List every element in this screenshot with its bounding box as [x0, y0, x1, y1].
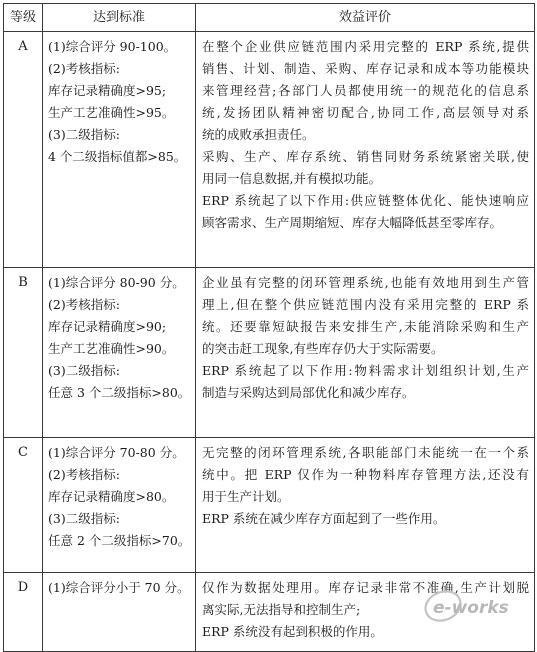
benefit-paragraph — [202, 36, 529, 146]
benefit-line: 理上,但在整个供应链范围内没有采用完整的 ERP 系 — [202, 297, 529, 312]
table-row — [4, 32, 535, 268]
criteria-line: 4 个二级指标值都>85。 — [48, 149, 187, 164]
criteria-line: (2)考核指标: — [48, 467, 120, 482]
watermark-text: e-works — [433, 598, 509, 618]
benefit-line: ERP 系统没有起到积极的作用。 — [202, 624, 383, 639]
criteria-line: 生产工艺准确性>90。 — [48, 341, 175, 356]
criteria-line: (3)二级指标: — [48, 127, 120, 142]
criteria-cell — [43, 268, 196, 438]
criteria-line: (1)综合评分小于 70 分。 — [48, 580, 190, 595]
grade-cell: A — [4, 32, 43, 268]
criteria-line: 生产工艺准确性>95。 — [48, 105, 175, 120]
criteria-line: (1)综合评分 90-100。 — [48, 39, 177, 54]
criteria-line: (1)综合评分 70-80 分。 — [48, 445, 185, 460]
criteria-line: 任意 2 个二级指标>70。 — [48, 533, 191, 548]
benefit-paragraph — [202, 577, 529, 621]
benefit-line: 来管理经营;各部门人员都使用统一的规范化的信息系 — [202, 83, 529, 98]
benefit-paragraph — [202, 621, 529, 643]
table-row — [4, 573, 535, 652]
grade-cell: C — [4, 438, 43, 573]
benefit-line: 用于生产计划。 — [202, 489, 290, 504]
benefit-paragraph — [202, 190, 529, 234]
criteria-line: (3)二级指标: — [48, 363, 120, 378]
table-header-row — [4, 4, 535, 32]
benefit-line: 顾客需求、生产周期缩短、库存大幅降低甚至零库存。 — [202, 215, 503, 230]
criteria-line: (2)考核指标: — [48, 297, 120, 312]
benefit-paragraph — [202, 508, 529, 530]
criteria-cell — [43, 438, 196, 573]
benefit-line: 在整个企业供应链范围内采用完整的 ERP 系统,提供 — [202, 39, 529, 54]
benefit-line: 统中。把 ERP 仅作为一种物料库存管理方法,还没有 — [202, 467, 529, 482]
benefit-line: 采购、生产、库存系统、销售同财务系统紧密关联,使 — [202, 149, 529, 164]
erp-grade-evaluation-table — [3, 3, 535, 652]
benefit-line: 用同一信息数据,并有模拟功能。 — [202, 171, 381, 186]
benefit-line: 企业虽有完整的闭环管理系统,也能有效地用到生产管 — [202, 275, 529, 290]
table-row — [4, 268, 535, 438]
benefit-cell — [196, 268, 535, 438]
criteria-line: 库存记录精确度>90; — [48, 319, 167, 334]
benefit-line: 销售、计划、制造、采购、库存记录和成本等功能模块 — [202, 61, 529, 76]
criteria-line: (1)综合评分 80-90 分。 — [48, 275, 185, 290]
criteria-cell — [43, 573, 196, 652]
criteria-line: 库存记录精确度>95; — [48, 83, 167, 98]
criteria-line: (2)考核指标: — [48, 61, 120, 76]
benefit-line: 制造与采购达到局部优化和减少库存。 — [202, 385, 415, 400]
benefit-line: 统的成败承担责任。 — [202, 127, 315, 142]
benefit-line: ERP 系统在减少库存方面起到了一些作用。 — [202, 511, 446, 526]
grade-cell: D — [4, 573, 43, 652]
benefit-line: 的突击赶工现象,有些库存仍大于实际需要。 — [202, 341, 444, 356]
benefit-line: 统,发扬团队精神密切配合,协同工作,高层领导对系 — [202, 105, 529, 120]
benefit-cell — [196, 32, 535, 268]
benefit-line: 统。还要靠短缺报告来安排生产,未能消除采购和生产 — [202, 319, 529, 334]
header-grade: 等级 — [4, 4, 43, 32]
grade-cell: B — [4, 268, 43, 438]
benefit-line: 仅作为数据处理用。库存记录非常不准确,生产计划脱 — [202, 580, 529, 595]
criteria-line: (3)二级指标: — [48, 511, 120, 526]
benefit-line: ERP 系统起了以下作用:供应链整体优化、能快速响应 — [202, 193, 529, 208]
benefit-paragraph — [202, 146, 529, 190]
benefit-cell — [196, 573, 535, 652]
table-row — [4, 438, 535, 573]
header-benefit: 效益评价 — [196, 4, 535, 32]
benefit-line: ERP 系统起了以下作用:物料需求计划组织计划,生产 — [202, 363, 529, 378]
header-criteria: 达到标准 — [43, 4, 196, 32]
benefit-line: 离实际,无法指导和控制生产; — [202, 602, 361, 617]
criteria-line: 任意 3 个二级指标>80。 — [48, 385, 191, 400]
benefit-line: 无完整的闭环管理系统,各职能部门未能统一在一个系 — [202, 445, 529, 460]
benefit-paragraph — [202, 272, 529, 360]
benefit-cell — [196, 438, 535, 573]
benefit-paragraph — [202, 360, 529, 404]
table-body — [4, 32, 535, 652]
benefit-paragraph — [202, 442, 529, 508]
criteria-line: 库存记录精确度>80。 — [48, 489, 175, 504]
criteria-cell — [43, 32, 196, 268]
